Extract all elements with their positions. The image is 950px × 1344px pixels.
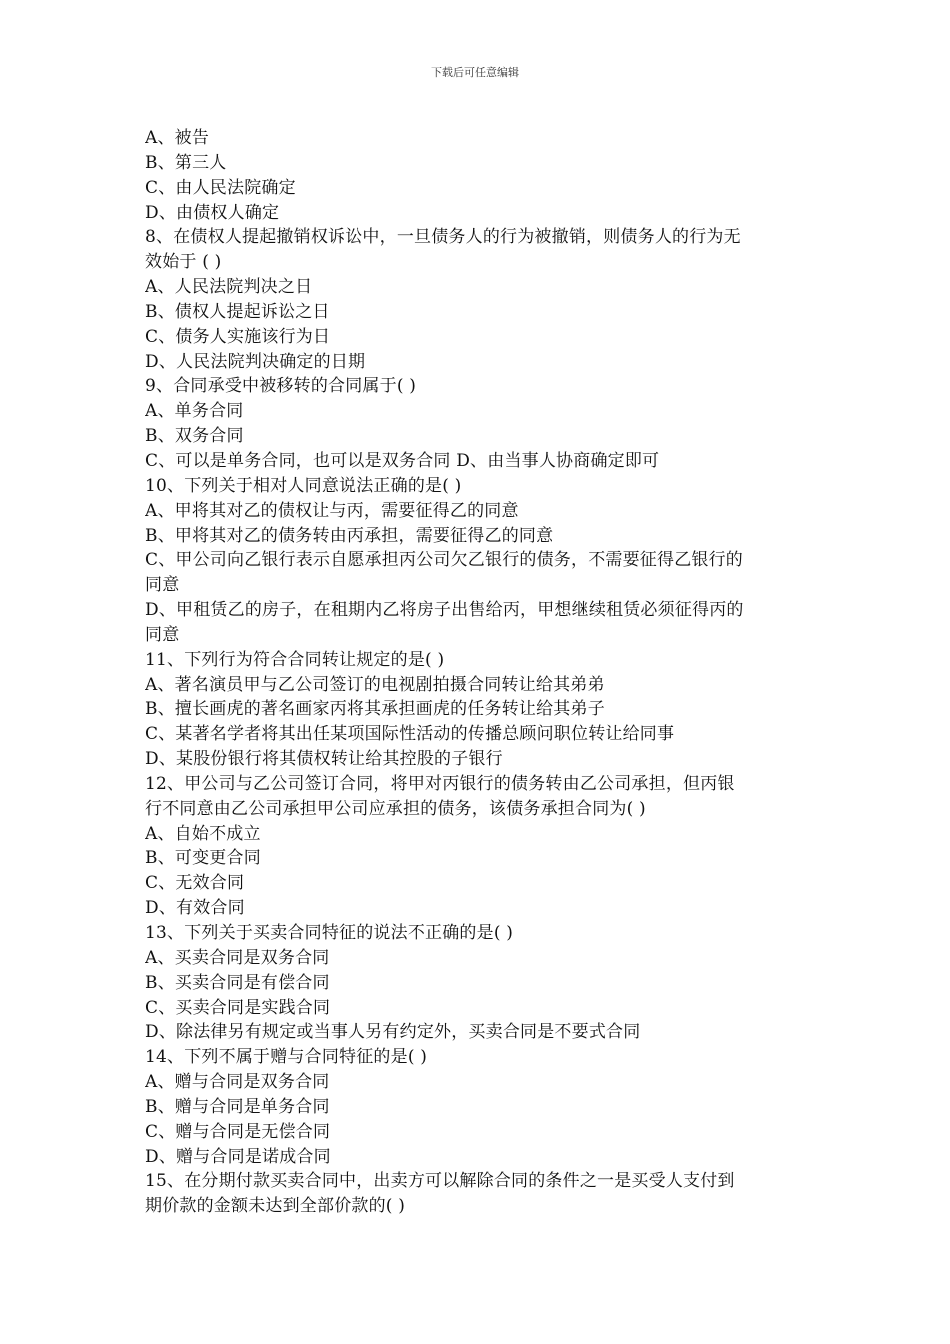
option-line: B、债权人提起诉讼之日 [145, 301, 330, 322]
question-line: 15、在分期付款买卖合同中，出卖方可以解除合同的条件之一是买受人支付到 [145, 1171, 735, 1192]
option-line: C、由人民法院确定 [145, 177, 296, 198]
option-line: B、买卖合同是有偿合同 [145, 972, 330, 993]
option-line: D、有效合同 [145, 898, 245, 919]
option-line: B、擅长画虎的著名画家丙将其承担画虎的任务转让给其弟子 [145, 699, 605, 720]
option-line: D、甲租赁乙的房子，在租期内乙将房子出售给丙，甲想继续租赁必须征得丙的 [145, 600, 744, 621]
option-line: D、某股份银行将其债权转让给其控股的子银行 [145, 749, 503, 770]
option-line: C、甲公司向乙银行表示自愿承担丙公司欠乙银行的债务，不需要征得乙银行的 [145, 550, 744, 571]
option-line: C、债务人实施该行为日 [145, 326, 331, 347]
question-line: 11、下列行为符合合同转让规定的是( ) [145, 649, 445, 670]
option-line: C、某著名学者将其出任某项国际性活动的传播总顾问职位转让给同事 [145, 724, 675, 745]
question-line: 期价款的金额未达到全部价款的( ) [145, 1196, 406, 1217]
option-line: C、赠与合同是无偿合同 [145, 1121, 331, 1142]
question-line: 8、在债权人提起撤销权诉讼中，一旦债务人的行为被撤销，则债务人的行为无 [145, 227, 741, 248]
option-line: B、第三人 [145, 152, 227, 173]
document-body [145, 126, 815, 1219]
option-line: B、双务合同 [145, 426, 244, 447]
option-line: A、人民法院判决之日 [145, 277, 313, 298]
page-header: 下载后可任意编辑 [431, 66, 519, 79]
question-line: 13、下列关于买卖合同特征的说法不正确的是( ) [145, 923, 514, 943]
question-line: 效始于 ( ) [145, 252, 222, 273]
question-line: 行不同意由乙公司承担甲公司应承担的债务，该债务承担合同为( ) [145, 798, 646, 819]
option-line: D、赠与合同是诺成合同 [145, 1146, 331, 1167]
option-line: A、自始不成立 [145, 823, 261, 844]
option-line: B、可变更合同 [145, 848, 261, 869]
question-line: 9、合同承受中被移转的合同属于( ) [145, 376, 417, 397]
option-line: A、买卖合同是双务合同 [145, 947, 330, 968]
option-line: B、赠与合同是单务合同 [145, 1096, 330, 1117]
question-line: 10、下列关于相对人同意说法正确的是( ) [145, 475, 462, 496]
option-line: B、甲将其对乙的债务转由丙承担，需要征得乙的同意 [145, 525, 554, 546]
option-line: A、著名演员甲与乙公司签订的电视剧拍摄合同转让给其弟弟 [145, 674, 605, 695]
option-line: C、可以是单务合同，也可以是双务合同 D、由当事人协商确定即可 [145, 450, 660, 471]
option-line: A、被告 [145, 128, 210, 148]
option-line: 同意 [145, 575, 180, 596]
option-line: A、单务合同 [145, 401, 244, 422]
option-line: C、买卖合同是实践合同 [145, 997, 331, 1018]
question-line: 12、甲公司与乙公司签订合同，将甲对丙银行的债务转由乙公司承担，但丙银 [145, 773, 735, 794]
option-line: D、除法律另有规定或当事人另有约定外，买卖合同是不要式合同 [145, 1022, 641, 1043]
option-line: A、甲将其对乙的债权让与丙，需要征得乙的同意 [145, 500, 519, 521]
option-line: C、无效合同 [145, 873, 245, 894]
option-line: D、人民法院判决确定的日期 [145, 351, 366, 372]
option-line: D、由债权人确定 [145, 202, 280, 223]
option-line: A、赠与合同是双务合同 [145, 1072, 330, 1093]
question-line: 14、下列不属于赠与合同特征的是( ) [145, 1047, 428, 1068]
option-line: 同意 [145, 624, 180, 645]
